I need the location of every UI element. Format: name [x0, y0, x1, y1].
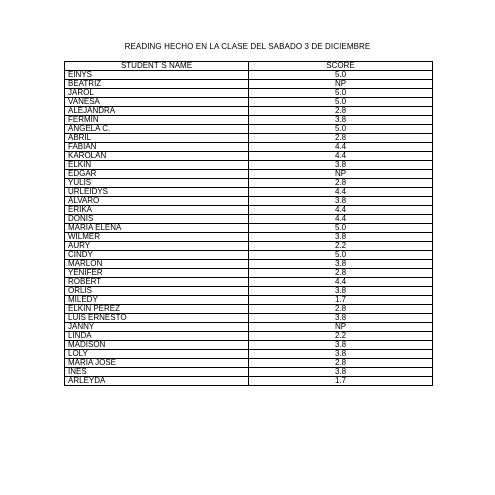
score-cell: 4.4	[249, 188, 433, 197]
score-cell: 4.4	[249, 143, 433, 152]
table-row	[65, 80, 433, 89]
student-name-cell: URLEIDYS	[65, 188, 249, 197]
score-cell: 3.8	[249, 116, 433, 125]
table-row	[65, 206, 433, 215]
score-cell: 2.8	[249, 134, 433, 143]
score-cell: 1.7	[249, 377, 433, 386]
student-name-cell: ELKIN PEREZ	[65, 305, 249, 314]
column-header-score: SCORE	[249, 62, 433, 71]
student-name-cell: MARIA ELENA	[65, 224, 249, 233]
student-name-cell: LOLY	[65, 350, 249, 359]
student-name-cell: ROBERT	[65, 278, 249, 287]
table-row	[65, 215, 433, 224]
score-cell: 3.8	[249, 197, 433, 206]
student-name-cell: CINDY	[65, 251, 249, 260]
score-cell: 5.0	[249, 125, 433, 134]
student-name-cell: ANGELA C.	[65, 125, 249, 134]
student-name-cell: MARIA JOSE	[65, 359, 249, 368]
table-row	[65, 314, 433, 323]
score-cell: 2.8	[249, 269, 433, 278]
table-row	[65, 350, 433, 359]
score-cell: NP	[249, 170, 433, 179]
student-name-cell: FERMIN	[65, 116, 249, 125]
score-cell: 1.7	[249, 296, 433, 305]
student-name-cell: LINDA	[65, 332, 249, 341]
table-row	[65, 359, 433, 368]
student-name-cell: ORLIS	[65, 287, 249, 296]
score-cell: 5.0	[249, 89, 433, 98]
student-name-cell: KAROLAN	[65, 152, 249, 161]
student-name-cell: ARLEYDA	[65, 377, 249, 386]
student-name-cell: ALEJANDRA	[65, 107, 249, 116]
score-cell: 2.8	[249, 305, 433, 314]
table-row	[65, 116, 433, 125]
student-name-cell: YULIS	[65, 179, 249, 188]
student-name-cell: MILEDY	[65, 296, 249, 305]
student-name-cell: FABIAN	[65, 143, 249, 152]
table-row	[65, 188, 433, 197]
score-cell: 3.8	[249, 161, 433, 170]
student-name-cell: AURY	[65, 242, 249, 251]
table-row	[65, 161, 433, 170]
table-row	[65, 332, 433, 341]
student-name-cell: ELKIN	[65, 161, 249, 170]
score-cell: 2.8	[249, 107, 433, 116]
score-cell: 4.4	[249, 152, 433, 161]
table-row	[65, 152, 433, 161]
score-cell: NP	[249, 80, 433, 89]
table-row	[65, 143, 433, 152]
table-row	[65, 368, 433, 377]
score-cell: 3.8	[249, 368, 433, 377]
student-name-cell: ABRIL	[65, 134, 249, 143]
table-row	[65, 179, 433, 188]
student-name-cell: MARLON	[65, 260, 249, 269]
student-name-cell: VANESA	[65, 98, 249, 107]
student-name-cell: JAROL	[65, 89, 249, 98]
score-cell: 5.0	[249, 98, 433, 107]
table-row	[65, 260, 433, 269]
score-cell: 2.8	[249, 359, 433, 368]
table-header-row	[65, 62, 433, 71]
table-row	[65, 107, 433, 116]
table-row	[65, 170, 433, 179]
student-name-cell: WILMER	[65, 233, 249, 242]
table-body	[65, 71, 433, 386]
student-name-cell: LUIS ERNESTO	[65, 314, 249, 323]
score-cell: 3.8	[249, 314, 433, 323]
table-row	[65, 233, 433, 242]
table-row	[65, 71, 433, 80]
table-row	[65, 278, 433, 287]
student-name-cell: ALVARO	[65, 197, 249, 206]
table-row	[65, 89, 433, 98]
table-row	[65, 296, 433, 305]
table-row	[65, 224, 433, 233]
student-name-cell: ERIKA	[65, 206, 249, 215]
student-name-cell: JANNY	[65, 323, 249, 332]
student-name-cell: YENIFER	[65, 269, 249, 278]
score-cell: 4.4	[249, 278, 433, 287]
student-name-cell: EINYS	[65, 71, 249, 80]
score-cell: 3.8	[249, 233, 433, 242]
table-row	[65, 125, 433, 134]
score-cell: NP	[249, 323, 433, 332]
score-cell: 4.4	[249, 215, 433, 224]
score-cell: 3.8	[249, 287, 433, 296]
column-header-name: STUDENT`S NAME	[65, 62, 249, 71]
table-row	[65, 323, 433, 332]
score-cell: 3.8	[249, 260, 433, 269]
student-name-cell: EDGAR	[65, 170, 249, 179]
table-row	[65, 251, 433, 260]
student-name-cell: INES	[65, 368, 249, 377]
table-row	[65, 377, 433, 386]
table-row	[65, 269, 433, 278]
table-row	[65, 134, 433, 143]
table-row	[65, 305, 433, 314]
score-cell: 5.0	[249, 251, 433, 260]
score-cell: 4.4	[249, 206, 433, 215]
score-cell: 3.8	[249, 350, 433, 359]
student-name-cell: MADISON	[65, 341, 249, 350]
table-row	[65, 197, 433, 206]
score-cell: 5.0	[249, 224, 433, 233]
table-row	[65, 242, 433, 251]
page-title: READING HECHO EN LA CLASE DEL SABADO 3 DE DICIEMBRE	[124, 42, 371, 51]
score-cell: 5.0	[249, 71, 433, 80]
student-name-cell: DONIS	[65, 215, 249, 224]
table-row	[65, 98, 433, 107]
score-cell: 2.2	[249, 332, 433, 341]
student-name-cell: BEATRIZ	[65, 80, 249, 89]
table-row	[65, 341, 433, 350]
table-row	[65, 287, 433, 296]
score-cell: 2.8	[249, 179, 433, 188]
score-cell: 3.8	[249, 341, 433, 350]
scores-table	[64, 61, 433, 386]
score-cell: 2.2	[249, 242, 433, 251]
